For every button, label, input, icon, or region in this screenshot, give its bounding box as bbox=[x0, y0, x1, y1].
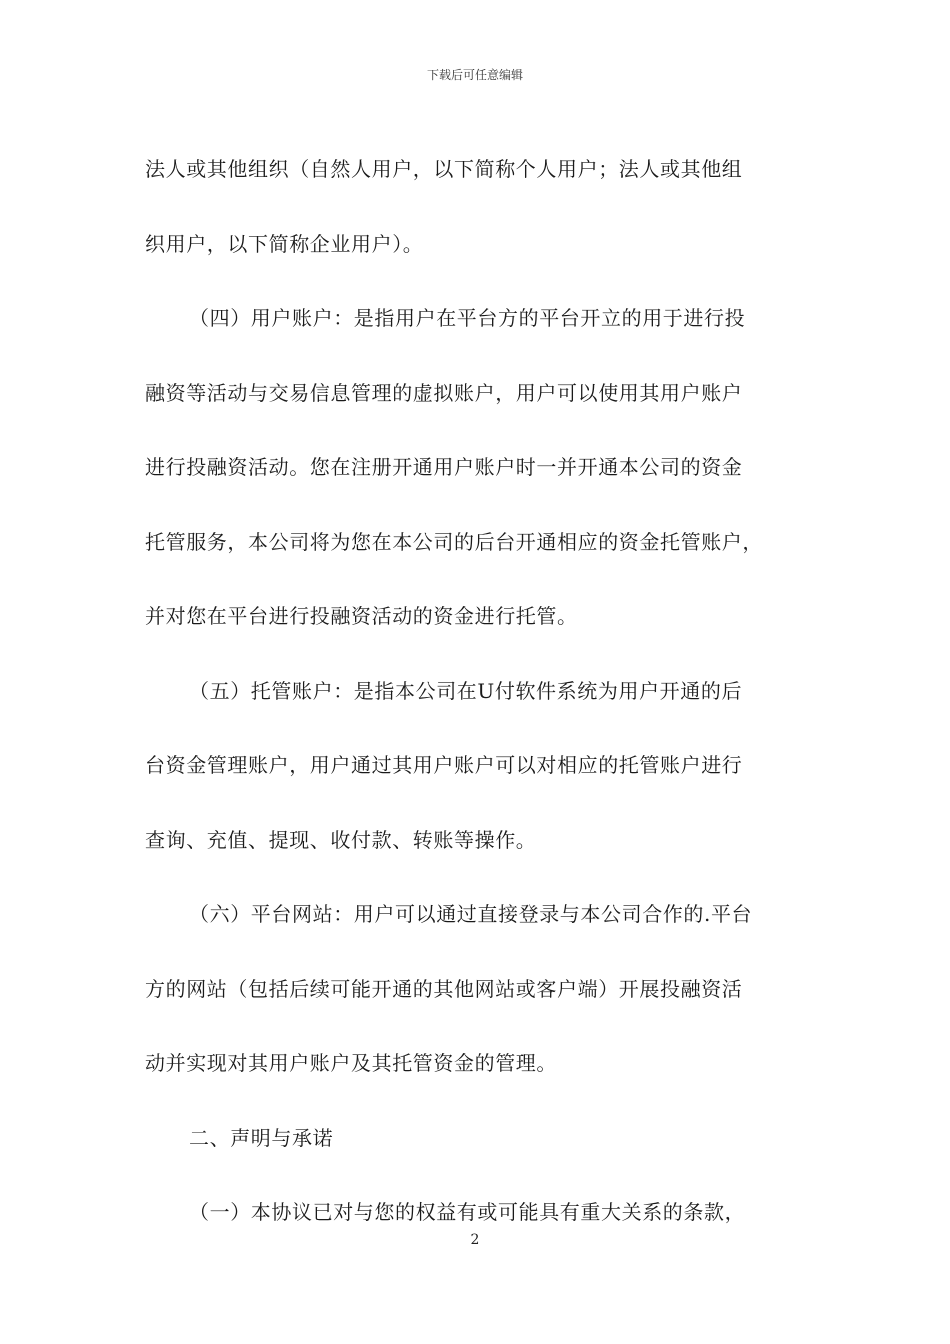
text-line: 动并实现对其用户账户及其托管资金的管理。 bbox=[145, 1051, 557, 1075]
document-body bbox=[145, 132, 825, 1250]
text-line: 织用户，以下简称企业用户）。 bbox=[145, 231, 424, 256]
page-header: 下载后可任意编辑 bbox=[426, 68, 523, 82]
text-line: 托管服务，本公司将为您在本公司的后台开通相应的资金托管账户， bbox=[145, 529, 763, 554]
text-line: 融资等活动与交易信息管理的虚拟账户，用户可以使用其用户账户 bbox=[145, 380, 743, 405]
paragraph-start-line: （四）用户账户：是指用户在平台方的平台开立的用于进行投 bbox=[189, 306, 746, 330]
paragraph-start-line: （六）平台网站：用户可以通过直接登录与本公司合作的.平台 bbox=[189, 902, 753, 926]
text-line: 台资金管理账户，用户通过其用户账户可以对相应的托管账户进行 bbox=[145, 753, 743, 777]
paragraph-start-line: （一）本协议已对与您的权益有或可能具有重大关系的条款， bbox=[189, 1200, 746, 1224]
text-line: 并对您在平台进行投融资活动的资金进行托管。 bbox=[145, 604, 578, 628]
page-number: 2 bbox=[470, 1232, 480, 1248]
text-line: 方的网站（包括后续可能开通的其他网站或客户端）开展投融资活 bbox=[145, 976, 743, 1001]
section-heading: 二、声明与承诺 bbox=[189, 1125, 334, 1150]
text-line: 法人或其他组织（自然人用户，以下简称个人用户；法人或其他组 bbox=[145, 157, 743, 181]
text-line: 查询、充值、提现、收付款、转账等操作。 bbox=[145, 827, 537, 852]
paragraph-start-line: （五）托管账户：是指本公司在U付软件系统为用户开通的后 bbox=[189, 678, 743, 703]
text-line: 进行投融资活动。您在注册开通用户账户时一并开通本公司的资金 bbox=[145, 455, 743, 479]
